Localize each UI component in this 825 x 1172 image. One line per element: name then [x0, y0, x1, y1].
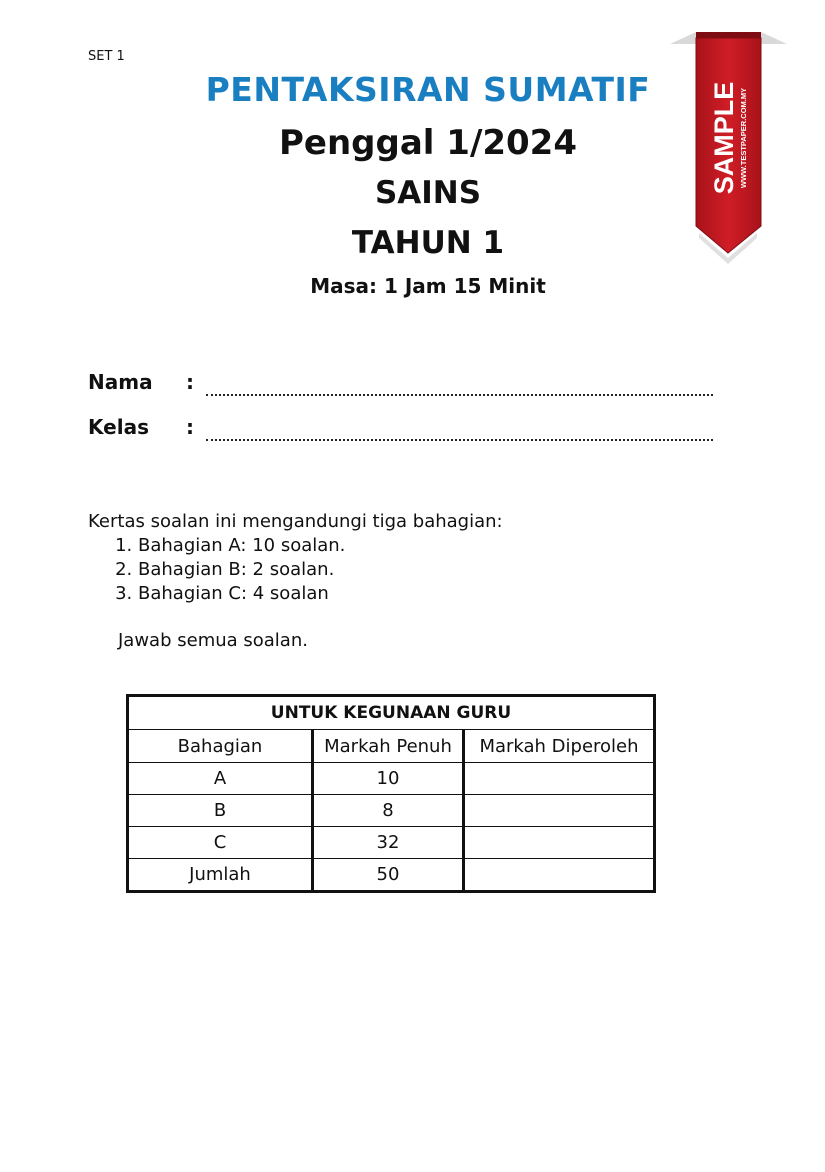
exam-term: Penggal 1/2024	[279, 123, 577, 163]
section-list	[88, 534, 503, 606]
instructions	[88, 510, 503, 606]
table-row-total	[128, 859, 655, 892]
ribbon-sample-text: SAMPLE	[709, 81, 739, 195]
name-colon: :	[186, 370, 194, 394]
section-item-a: 1. Bahagian A: 10 soalan.	[138, 534, 503, 558]
name-label: Nama	[88, 370, 153, 394]
row-full-marks: 50	[313, 859, 464, 892]
answer-all-instruction: Jawab semua soalan.	[118, 630, 308, 651]
teacher-marks-table	[126, 694, 656, 893]
row-full-marks: 10	[313, 763, 464, 795]
table-row	[128, 795, 655, 827]
class-line[interactable]	[206, 439, 713, 441]
class-label: Kelas	[88, 415, 149, 439]
row-full-marks: 32	[313, 827, 464, 859]
name-field	[88, 370, 713, 400]
instructions-intro: Kertas soalan ini mengandungi tiga bahagian:	[88, 511, 503, 532]
set-label: SET 1	[88, 49, 125, 64]
exam-subject: SAINS	[374, 175, 482, 211]
table-row	[128, 763, 655, 795]
header-markah-diperoleh: Markah Diperoleh	[464, 730, 655, 763]
name-line[interactable]	[206, 394, 713, 396]
row-obtained-marks[interactable]	[464, 827, 655, 859]
table-header-row	[128, 730, 655, 763]
row-full-marks: 8	[313, 795, 464, 827]
row-section: B	[128, 795, 313, 827]
exam-title: PENTAKSIRAN SUMATIF	[205, 70, 651, 109]
row-obtained-marks[interactable]	[464, 795, 655, 827]
exam-duration: Masa: 1 Jam 15 Minit	[310, 274, 546, 298]
row-section: Jumlah	[128, 859, 313, 892]
table-title: UNTUK KEGUNAAN GURU	[128, 696, 655, 730]
class-field	[88, 415, 713, 445]
row-obtained-marks[interactable]	[464, 859, 655, 892]
exam-grade: TAHUN 1	[351, 225, 505, 261]
section-item-b: 2. Bahagian B: 2 soalan.	[138, 558, 503, 582]
ribbon-url-text: WWW.TESTPAPER.COM.MY	[739, 87, 748, 189]
header-markah-penuh: Markah Penuh	[313, 730, 464, 763]
header-bahagian: Bahagian	[128, 730, 313, 763]
sample-ribbon-icon	[666, 28, 791, 268]
class-colon: :	[186, 415, 194, 439]
section-item-c: 3. Bahagian C: 4 soalan	[138, 582, 503, 606]
table-row	[128, 827, 655, 859]
row-section: C	[128, 827, 313, 859]
row-obtained-marks[interactable]	[464, 763, 655, 795]
row-section: A	[128, 763, 313, 795]
